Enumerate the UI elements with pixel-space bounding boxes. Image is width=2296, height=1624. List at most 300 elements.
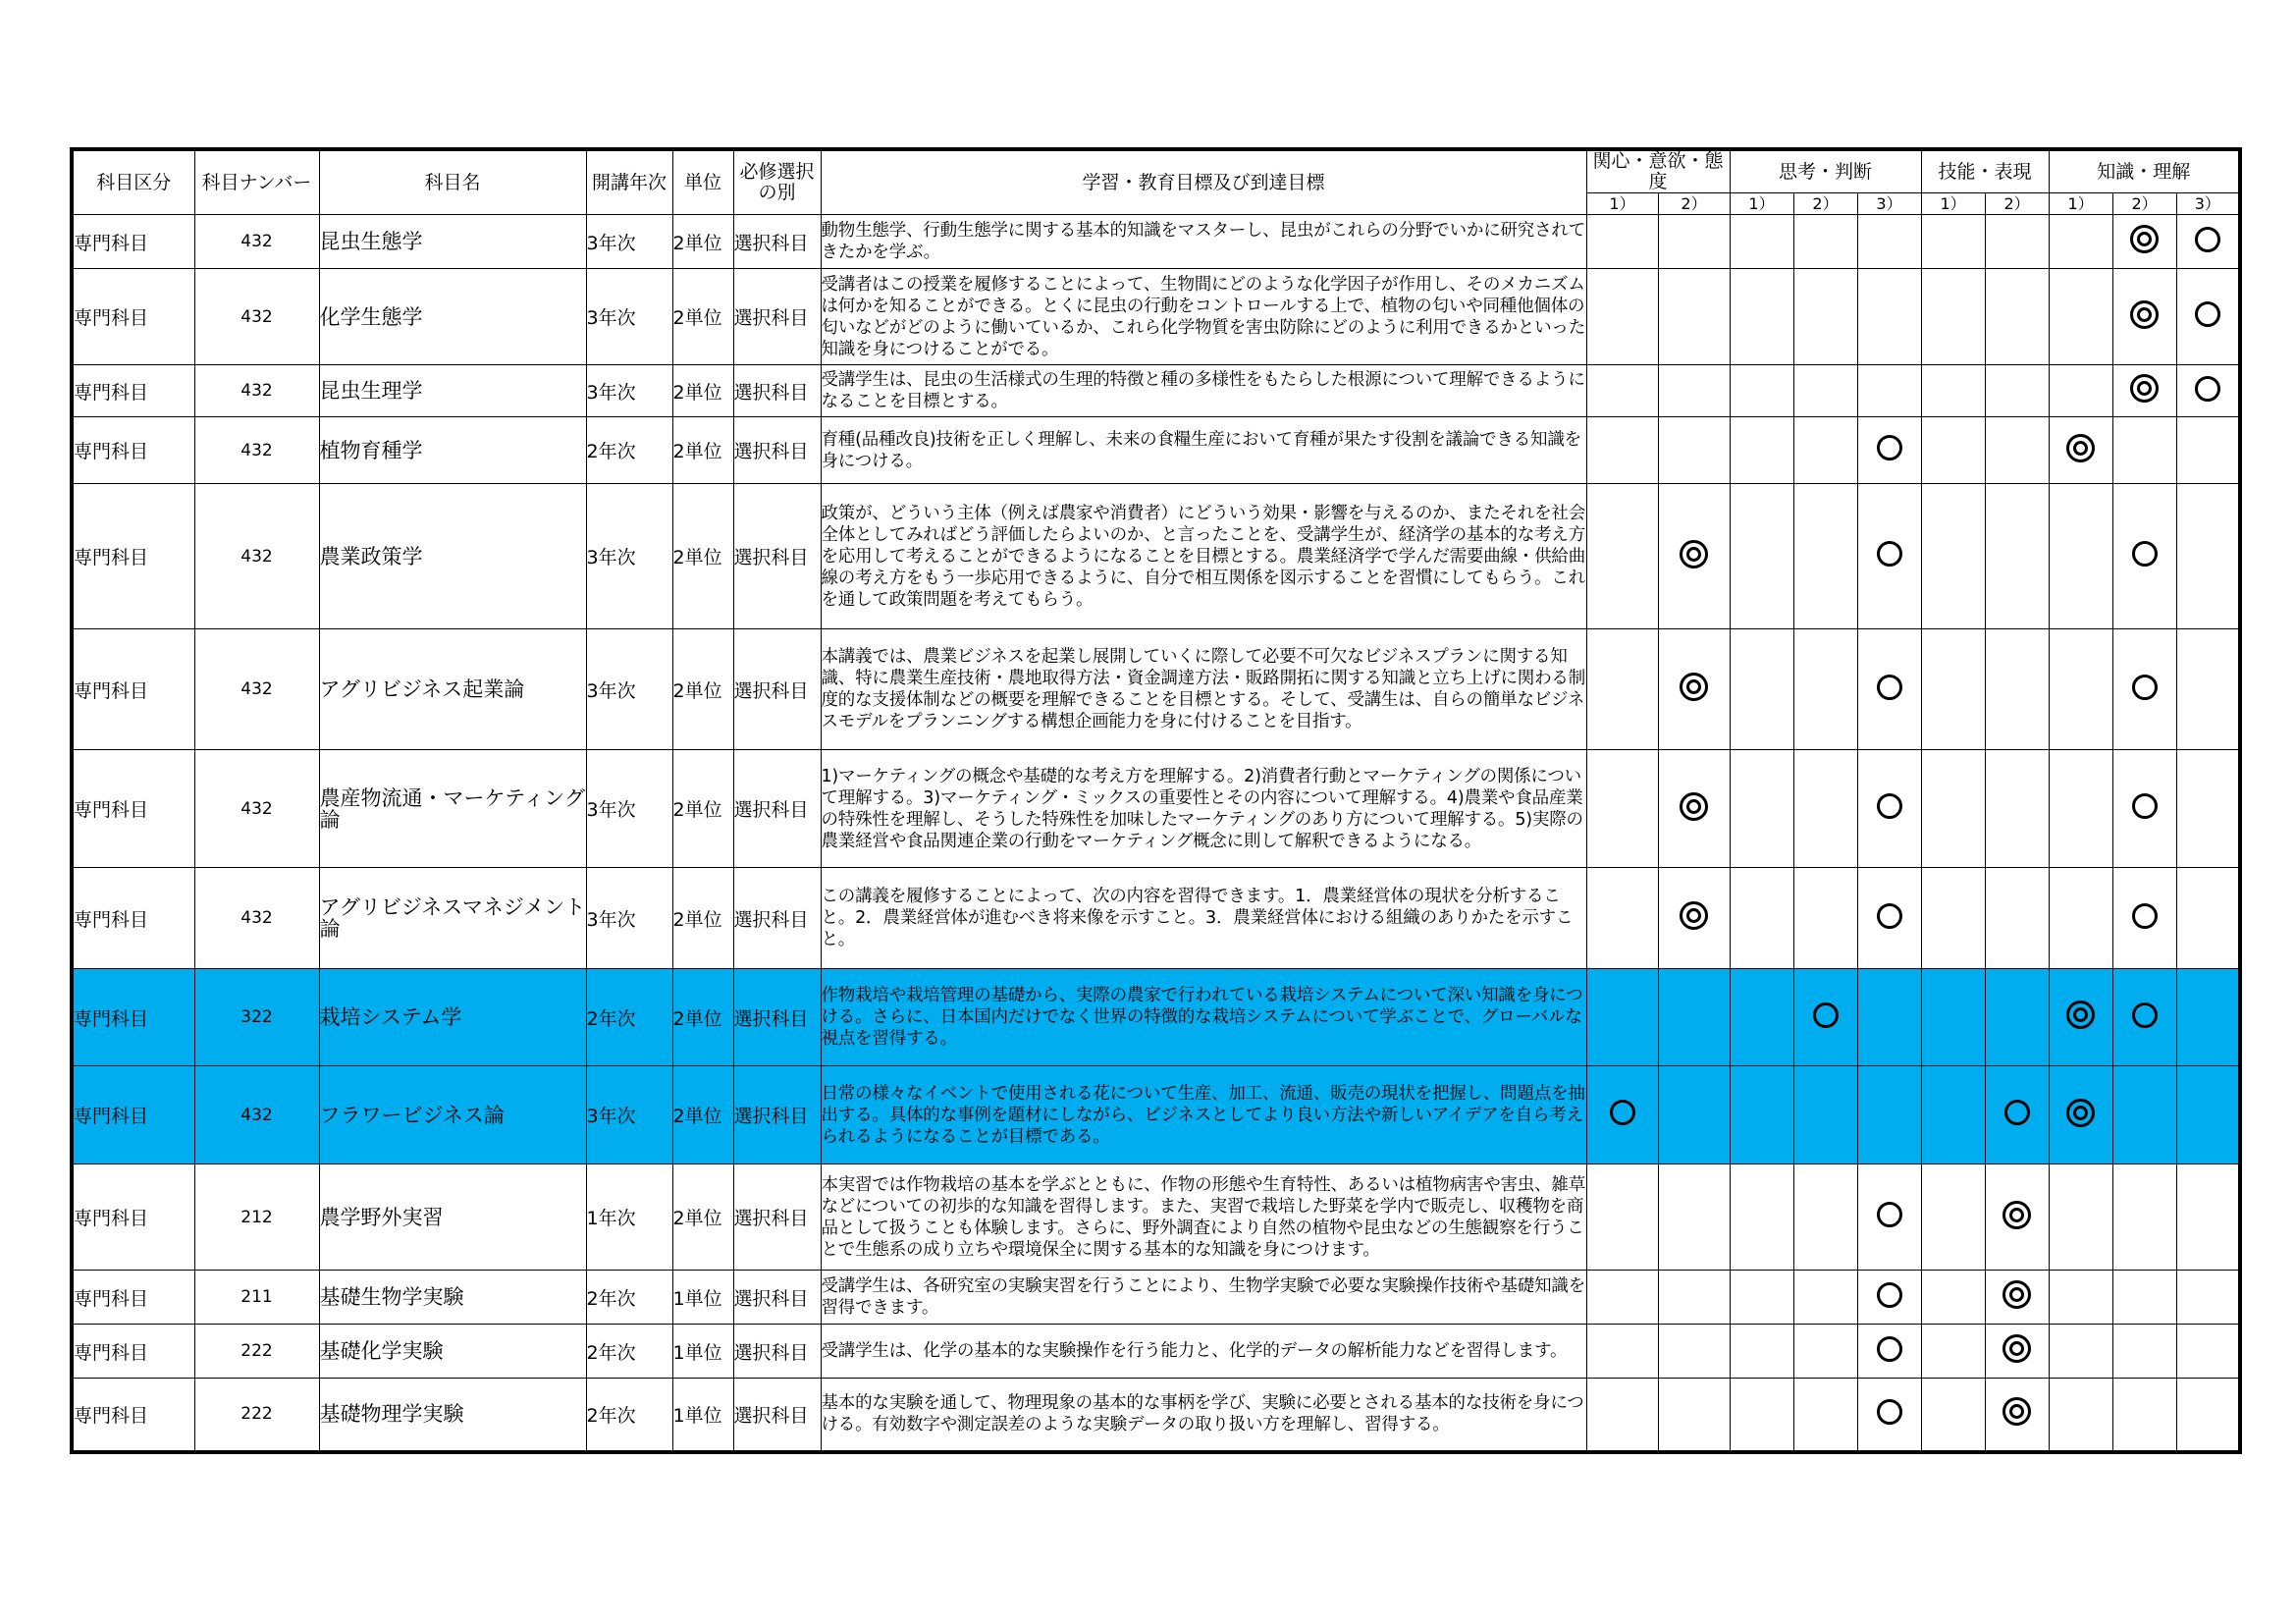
- header-year: 開講年次: [586, 149, 672, 215]
- circle-mark: [1877, 793, 1902, 819]
- evaluation-cell: [1921, 969, 1985, 1066]
- evaluation-cell: [1658, 1325, 1730, 1379]
- evaluation-cell: [1586, 868, 1658, 969]
- evaluation-cell: [1793, 1379, 1857, 1452]
- header-name: 科目名: [319, 149, 586, 215]
- evaluation-cell: [1730, 1379, 1793, 1452]
- unit-cell: 1単位: [672, 1325, 733, 1379]
- evaluation-cell: [2176, 1271, 2240, 1325]
- circle-mark: [2132, 903, 2158, 929]
- evaluation-cell: [1921, 629, 1985, 750]
- evaluation-cell: [1985, 1271, 2049, 1325]
- evaluation-cell: [1730, 868, 1793, 969]
- number-cell: 211: [194, 1271, 319, 1325]
- year-cell: 2年次: [586, 417, 672, 484]
- category-cell: 専門科目: [72, 484, 194, 629]
- evaluation-cell: [1985, 215, 2049, 269]
- evaluation-cell: [1586, 1271, 1658, 1325]
- year-cell: 3年次: [586, 484, 672, 629]
- circle-mark: [2195, 376, 2220, 402]
- double-circle-mark: [2066, 434, 2095, 462]
- evaluation-cell: [1921, 1379, 1985, 1452]
- evaluation-cell: [2176, 417, 2240, 484]
- evaluation-cell: [2112, 1271, 2176, 1325]
- double-circle-mark: [1680, 540, 1708, 568]
- header-group-skill: 技能・表現: [1921, 149, 2049, 193]
- evaluation-cell: [2049, 750, 2112, 868]
- unit-cell: 2単位: [672, 215, 733, 269]
- double-circle-mark: [2130, 300, 2159, 329]
- type-cell: 選択科目: [733, 215, 821, 269]
- number-cell: 432: [194, 417, 319, 484]
- unit-cell: 2単位: [672, 868, 733, 969]
- evaluation-cell: [1658, 1379, 1730, 1452]
- evaluation-cell: [1921, 1271, 1985, 1325]
- evaluation-cell: [1586, 365, 1658, 417]
- unit-cell: 2単位: [672, 1164, 733, 1271]
- circle-mark: [1877, 1336, 1902, 1362]
- circle-mark: [1877, 1399, 1902, 1425]
- evaluation-cell: [1730, 365, 1793, 417]
- evaluation-cell: [1586, 629, 1658, 750]
- unit-cell: 1単位: [672, 1271, 733, 1325]
- circle-mark: [1610, 1100, 1635, 1125]
- evaluation-cell: [2049, 1164, 2112, 1271]
- year-cell: 3年次: [586, 750, 672, 868]
- goal-cell: 基本的な実験を通して、物理現象の基本的な事柄を学び、実験に必要とされる基本的な技術を身につける。有効数字や測定誤差のような実験データの取り扱い方を理解し、習得する。: [821, 1379, 1586, 1452]
- evaluation-cell: [1586, 1066, 1658, 1164]
- evaluation-cell: [2049, 484, 2112, 629]
- course-name-cell: 栽培システム学: [319, 969, 586, 1066]
- evaluation-cell: [1857, 629, 1921, 750]
- course-name-cell: 昆虫生態学: [319, 215, 586, 269]
- evaluation-cell: [2112, 868, 2176, 969]
- circle-mark: [1877, 1282, 1902, 1308]
- evaluation-cell: [1793, 215, 1857, 269]
- evaluation-cell: [1857, 1325, 1921, 1379]
- unit-cell: 2単位: [672, 417, 733, 484]
- unit-cell: 2単位: [672, 969, 733, 1066]
- goal-cell: 動物生態学、行動生態学に関する基本的知識をマスターし、昆虫がこれらの分野でいかに研究されてきたかを学ぶ。: [821, 215, 1586, 269]
- double-circle-mark: [2002, 1201, 2031, 1229]
- subheader-cell: 1）: [1921, 193, 1985, 215]
- unit-cell: 2単位: [672, 269, 733, 365]
- evaluation-cell: [2049, 417, 2112, 484]
- year-cell: 3年次: [586, 1066, 672, 1164]
- evaluation-cell: [2176, 1164, 2240, 1271]
- double-circle-mark: [1680, 901, 1708, 930]
- double-circle-mark: [1680, 673, 1708, 701]
- evaluation-cell: [1793, 868, 1857, 969]
- evaluation-cell: [1658, 868, 1730, 969]
- number-cell: 432: [194, 365, 319, 417]
- evaluation-cell: [2112, 1164, 2176, 1271]
- double-circle-mark: [2002, 1280, 2031, 1309]
- evaluation-cell: [1921, 215, 1985, 269]
- evaluation-cell: [2176, 629, 2240, 750]
- curriculum-table: [70, 147, 2242, 1454]
- evaluation-cell: [1793, 750, 1857, 868]
- evaluation-cell: [1793, 365, 1857, 417]
- subheader-cell: 2）: [1985, 193, 2049, 215]
- type-cell: 選択科目: [733, 1271, 821, 1325]
- year-cell: 2年次: [586, 1325, 672, 1379]
- table-row: [72, 868, 2240, 969]
- table-row: [72, 417, 2240, 484]
- double-circle-mark: [2130, 225, 2159, 253]
- evaluation-cell: [2176, 750, 2240, 868]
- table-row: [72, 629, 2240, 750]
- evaluation-cell: [2176, 1325, 2240, 1379]
- evaluation-cell: [1658, 1066, 1730, 1164]
- evaluation-cell: [2112, 750, 2176, 868]
- category-cell: 専門科目: [72, 215, 194, 269]
- evaluation-cell: [2112, 269, 2176, 365]
- goal-cell: 受講学生は、各研究室の実験実習を行うことにより、生物学実験で必要な実験操作技術や基礎知識を習得できます。: [821, 1271, 1586, 1325]
- evaluation-cell: [1921, 1325, 1985, 1379]
- type-cell: 選択科目: [733, 269, 821, 365]
- category-cell: 専門科目: [72, 365, 194, 417]
- evaluation-cell: [1985, 484, 2049, 629]
- table-row: [72, 215, 2240, 269]
- number-cell: 432: [194, 750, 319, 868]
- evaluation-cell: [1985, 417, 2049, 484]
- type-cell: 選択科目: [733, 969, 821, 1066]
- header-number: 科目ナンバー: [194, 149, 319, 215]
- evaluation-cell: [1793, 1066, 1857, 1164]
- subheader-cell: 2）: [1793, 193, 1857, 215]
- table-row: [72, 969, 2240, 1066]
- evaluation-cell: [1658, 269, 1730, 365]
- category-cell: 専門科目: [72, 969, 194, 1066]
- table-row: [72, 1066, 2240, 1164]
- category-cell: 専門科目: [72, 868, 194, 969]
- course-name-cell: 農業政策学: [319, 484, 586, 629]
- evaluation-cell: [1921, 484, 1985, 629]
- evaluation-cell: [1857, 868, 1921, 969]
- evaluation-cell: [1586, 417, 1658, 484]
- number-cell: 432: [194, 629, 319, 750]
- table-row: [72, 750, 2240, 868]
- evaluation-cell: [2112, 1066, 2176, 1164]
- goal-cell: 政策が、どういう主体（例えば農家や消費者）にどういう効果・影響を与えるのか、またそれを社会全体としてみればどう評価したらよいのか、と言ったことを、受講学生が、経済学の基本的な考え方を応用して考えることができるようになることを目標とする。農業経済学で学んだ需要曲線・供給曲線の考え方をもう一歩応用できるように、自分で相互関係を図示することを習慣にしてもらう。これを通して政策問題を考えてもらう。: [821, 484, 1586, 629]
- evaluation-cell: [1857, 1066, 1921, 1164]
- evaluation-cell: [1658, 750, 1730, 868]
- unit-cell: 2単位: [672, 629, 733, 750]
- year-cell: 3年次: [586, 215, 672, 269]
- evaluation-cell: [1985, 1325, 2049, 1379]
- evaluation-cell: [1921, 868, 1985, 969]
- evaluation-cell: [1658, 365, 1730, 417]
- type-cell: 選択科目: [733, 868, 821, 969]
- evaluation-cell: [1658, 1164, 1730, 1271]
- number-cell: 432: [194, 1066, 319, 1164]
- circle-mark: [1877, 541, 1902, 567]
- double-circle-mark: [2066, 1099, 2095, 1127]
- evaluation-cell: [1658, 215, 1730, 269]
- evaluation-cell: [1793, 269, 1857, 365]
- evaluation-cell: [1857, 969, 1921, 1066]
- number-cell: 322: [194, 969, 319, 1066]
- category-cell: 専門科目: [72, 417, 194, 484]
- table-row: [72, 1325, 2240, 1379]
- category-cell: 専門科目: [72, 750, 194, 868]
- unit-cell: 2単位: [672, 484, 733, 629]
- evaluation-cell: [1921, 1164, 1985, 1271]
- subheader-cell: 3）: [2176, 193, 2240, 215]
- evaluation-cell: [1730, 1164, 1793, 1271]
- evaluation-cell: [2112, 1325, 2176, 1379]
- evaluation-cell: [1730, 215, 1793, 269]
- subheader-cell: 3）: [1857, 193, 1921, 215]
- evaluation-cell: [2049, 1271, 2112, 1325]
- course-name-cell: 農学野外実習: [319, 1164, 586, 1271]
- number-cell: 212: [194, 1164, 319, 1271]
- subheader-cell: 2）: [2112, 193, 2176, 215]
- evaluation-cell: [1985, 969, 2049, 1066]
- evaluation-cell: [1857, 215, 1921, 269]
- course-name-cell: 基礎物理学実験: [319, 1379, 586, 1452]
- evaluation-cell: [2176, 484, 2240, 629]
- evaluation-cell: [1921, 750, 1985, 868]
- evaluation-cell: [1793, 1271, 1857, 1325]
- evaluation-cell: [1586, 1379, 1658, 1452]
- evaluation-cell: [1658, 969, 1730, 1066]
- evaluation-cell: [1586, 1164, 1658, 1271]
- table-row: [72, 1379, 2240, 1452]
- evaluation-cell: [1921, 269, 1985, 365]
- header-goal: 学習・教育目標及び到達目標: [821, 149, 1586, 215]
- evaluation-cell: [1586, 1325, 1658, 1379]
- evaluation-cell: [1658, 417, 1730, 484]
- type-cell: 選択科目: [733, 365, 821, 417]
- evaluation-cell: [2049, 1325, 2112, 1379]
- evaluation-cell: [1857, 484, 1921, 629]
- evaluation-cell: [1730, 1066, 1793, 1164]
- table-row: [72, 269, 2240, 365]
- double-circle-mark: [2066, 1001, 2095, 1029]
- circle-mark: [2132, 541, 2158, 567]
- course-name-cell: 基礎化学実験: [319, 1325, 586, 1379]
- category-cell: 専門科目: [72, 1271, 194, 1325]
- year-cell: 3年次: [586, 365, 672, 417]
- subheader-cell: 1）: [2049, 193, 2112, 215]
- evaluation-cell: [1730, 417, 1793, 484]
- double-circle-mark: [1680, 792, 1708, 821]
- unit-cell: 2単位: [672, 750, 733, 868]
- evaluation-cell: [2049, 629, 2112, 750]
- evaluation-cell: [1730, 1271, 1793, 1325]
- evaluation-cell: [1793, 969, 1857, 1066]
- year-cell: 2年次: [586, 1271, 672, 1325]
- evaluation-cell: [2176, 868, 2240, 969]
- number-cell: 222: [194, 1325, 319, 1379]
- number-cell: 222: [194, 1379, 319, 1452]
- evaluation-cell: [2112, 484, 2176, 629]
- circle-mark: [1877, 1202, 1902, 1227]
- evaluation-cell: [1921, 365, 1985, 417]
- goal-cell: 受講者はこの授業を履修することによって、生物間にどのような化学因子が作用し、そのメカニズムは何かを知ることができる。とくに昆虫の行動をコントロールする上で、植物の匂いや同種他個体の匂いなどがどのように働いているか、これら化学物質を害虫防除にどのように利用できるかといった知識を身につけることがでる。: [821, 269, 1586, 365]
- evaluation-cell: [1658, 1271, 1730, 1325]
- course-name-cell: 植物育種学: [319, 417, 586, 484]
- evaluation-cell: [2049, 365, 2112, 417]
- number-cell: 432: [194, 484, 319, 629]
- evaluation-cell: [1586, 969, 1658, 1066]
- goal-cell: 受講学生は、化学の基本的な実験操作を行う能力と、化学的データの解析能力などを習得します。: [821, 1325, 1586, 1379]
- course-name-cell: 昆虫生理学: [319, 365, 586, 417]
- table-row: [72, 484, 2240, 629]
- category-cell: 専門科目: [72, 1066, 194, 1164]
- goal-cell: 1)マーケティングの概念や基礎的な考え方を理解する。2)消費者行動とマーケティングの関係について理解する。3)マーケティング・ミックスの重要性とその内容について理解する。4)農業や食品産業の特殊性を理解し、そうした特殊性を加味したマーケティングのあり方について理解する。5)実際の農業経営や食品関連企業の行動をマーケティング概念に則して解釈できるようになる。: [821, 750, 1586, 868]
- evaluation-cell: [2176, 1066, 2240, 1164]
- evaluation-cell: [1658, 484, 1730, 629]
- evaluation-cell: [1793, 484, 1857, 629]
- course-name-cell: アグリビジネスマネジメント論: [319, 868, 586, 969]
- evaluation-cell: [2176, 365, 2240, 417]
- evaluation-cell: [1857, 1271, 1921, 1325]
- evaluation-cell: [1793, 629, 1857, 750]
- unit-cell: 1単位: [672, 1379, 733, 1452]
- evaluation-cell: [1793, 417, 1857, 484]
- category-cell: 専門科目: [72, 1379, 194, 1452]
- evaluation-cell: [1793, 1325, 1857, 1379]
- evaluation-cell: [1730, 1325, 1793, 1379]
- evaluation-cell: [2176, 215, 2240, 269]
- evaluation-cell: [1857, 417, 1921, 484]
- evaluation-cell: [1921, 1066, 1985, 1164]
- goal-cell: 本講義では、農業ビジネスを起業し展開していくに際して必要不可欠なビジネスプランに関する知識、特に農業生産技術・農地取得方法・資金調達方法・販路開拓に関する知識と立ち上げに関わる制度的な支援体制などの概要を理解できることを目標とする。そして、受講生は、自らの簡単なビジネスモデルをプランニングする構想企画能力を身に付けることを目指す。: [821, 629, 1586, 750]
- year-cell: 2年次: [586, 969, 672, 1066]
- subheader-cell: 2）: [1658, 193, 1730, 215]
- evaluation-cell: [1857, 365, 1921, 417]
- number-cell: 432: [194, 269, 319, 365]
- number-cell: 432: [194, 215, 319, 269]
- evaluation-cell: [2176, 269, 2240, 365]
- goal-cell: 作物栽培や栽培管理の基礎から、実際の農家で行われている栽培システムについて深い知識を身につける。さらに、日本国内だけでなく世界の特徴的な栽培システムについて学ぶことで、グローバルな視点を習得する。: [821, 969, 1586, 1066]
- evaluation-cell: [1985, 750, 2049, 868]
- type-cell: 選択科目: [733, 1379, 821, 1452]
- evaluation-cell: [1985, 1164, 2049, 1271]
- type-cell: 選択科目: [733, 750, 821, 868]
- evaluation-cell: [1730, 750, 1793, 868]
- evaluation-cell: [1985, 365, 2049, 417]
- subheader-cell: 1）: [1586, 193, 1658, 215]
- evaluation-cell: [1586, 215, 1658, 269]
- course-name-cell: 化学生態学: [319, 269, 586, 365]
- goal-cell: 本実習では作物栽培の基本を学ぶとともに、作物の形態や生育特性、あるいは植物病害や害虫、雑草などについての初歩的な知識を習得します。また、実習で栽培した野菜を学内で販売し、収穫物を商品として扱うことも体験します。さらに、野外調査により自然の植物や昆虫などの生態観察を行うことで生態系の成り立ちや環境保全に関する基本的な知識を身につけます。: [821, 1164, 1586, 1271]
- category-cell: 専門科目: [72, 629, 194, 750]
- evaluation-cell: [1857, 1164, 1921, 1271]
- evaluation-cell: [1921, 417, 1985, 484]
- evaluation-cell: [2112, 417, 2176, 484]
- evaluation-cell: [2112, 969, 2176, 1066]
- category-cell: 専門科目: [72, 269, 194, 365]
- category-cell: 専門科目: [72, 1164, 194, 1271]
- subheader-cell: 1）: [1730, 193, 1793, 215]
- double-circle-mark: [2002, 1334, 2031, 1363]
- type-cell: 選択科目: [733, 484, 821, 629]
- evaluation-cell: [1985, 1066, 2049, 1164]
- header-group-interest: 関心・意欲・態度: [1586, 149, 1730, 193]
- category-cell: 専門科目: [72, 1325, 194, 1379]
- table-row: [72, 1271, 2240, 1325]
- evaluation-cell: [1857, 1379, 1921, 1452]
- unit-cell: 2単位: [672, 1066, 733, 1164]
- evaluation-cell: [2049, 215, 2112, 269]
- evaluation-cell: [2176, 1379, 2240, 1452]
- header-type: 必修選択の別: [733, 149, 821, 215]
- evaluation-cell: [1730, 484, 1793, 629]
- evaluation-cell: [2112, 629, 2176, 750]
- evaluation-cell: [2049, 269, 2112, 365]
- course-name-cell: アグリビジネス起業論: [319, 629, 586, 750]
- evaluation-cell: [2112, 215, 2176, 269]
- circle-mark: [2195, 301, 2220, 327]
- evaluation-cell: [1586, 484, 1658, 629]
- type-cell: 選択科目: [733, 629, 821, 750]
- circle-mark: [1877, 903, 1902, 929]
- course-name-cell: 基礎生物学実験: [319, 1271, 586, 1325]
- goal-cell: 受講学生は、昆虫の生活様式の生理的特徴と種の多様性をもたらした根源について理解できるようになることを目標とする。: [821, 365, 1586, 417]
- type-cell: 選択科目: [733, 1066, 821, 1164]
- evaluation-cell: [1857, 269, 1921, 365]
- evaluation-cell: [2112, 1379, 2176, 1452]
- number-cell: 432: [194, 868, 319, 969]
- circle-mark: [1813, 1002, 1839, 1028]
- evaluation-cell: [1857, 750, 1921, 868]
- circle-mark: [2132, 675, 2158, 700]
- year-cell: 1年次: [586, 1164, 672, 1271]
- evaluation-cell: [1985, 1379, 2049, 1452]
- evaluation-cell: [1730, 269, 1793, 365]
- goal-cell: この講義を履修することによって、次の内容を習得できます。1．農業経営体の現状を分析すること。2．農業経営体が進むべき将来像を示すこと。3．農業経営体における組織のありかたを示すこと。: [821, 868, 1586, 969]
- circle-mark: [1877, 435, 1902, 460]
- header-row: [72, 149, 2240, 193]
- evaluation-cell: [2049, 969, 2112, 1066]
- year-cell: 3年次: [586, 629, 672, 750]
- evaluation-cell: [1658, 629, 1730, 750]
- evaluation-cell: [1730, 629, 1793, 750]
- circle-mark: [2132, 1002, 2158, 1028]
- header-group-thinking: 思考・判断: [1730, 149, 1921, 193]
- evaluation-cell: [2112, 365, 2176, 417]
- table-body: [72, 215, 2240, 1452]
- goal-cell: 日常の様々なイベントで使用される花について生産、加工、流通、販売の現状を把握し、問題点を抽出する。具体的な事例を題材にしながら、ビジネスとしてより良い方法や新しいアイデアを自ら考えられるようになることが目標である。: [821, 1066, 1586, 1164]
- double-circle-mark: [2130, 374, 2159, 403]
- evaluation-cell: [2049, 1066, 2112, 1164]
- evaluation-cell: [1730, 969, 1793, 1066]
- goal-cell: 育種(品種改良)技術を正しく理解し、未来の食糧生産において育種が果たす役割を議論できる知識を身につける。: [821, 417, 1586, 484]
- evaluation-cell: [1985, 629, 2049, 750]
- table-row: [72, 365, 2240, 417]
- course-name-cell: フラワービジネス論: [319, 1066, 586, 1164]
- evaluation-cell: [1586, 750, 1658, 868]
- header-group-knowledge: 知識・理解: [2049, 149, 2240, 193]
- year-cell: 3年次: [586, 868, 672, 969]
- evaluation-cell: [2176, 969, 2240, 1066]
- circle-mark: [1877, 675, 1902, 700]
- type-cell: 選択科目: [733, 1164, 821, 1271]
- evaluation-cell: [1586, 269, 1658, 365]
- year-cell: 3年次: [586, 269, 672, 365]
- evaluation-cell: [2049, 1379, 2112, 1452]
- course-name-cell: 農産物流通・マーケティング論: [319, 750, 586, 868]
- type-cell: 選択科目: [733, 417, 821, 484]
- evaluation-cell: [1985, 269, 2049, 365]
- year-cell: 2年次: [586, 1379, 672, 1452]
- unit-cell: 2単位: [672, 365, 733, 417]
- evaluation-cell: [1985, 868, 2049, 969]
